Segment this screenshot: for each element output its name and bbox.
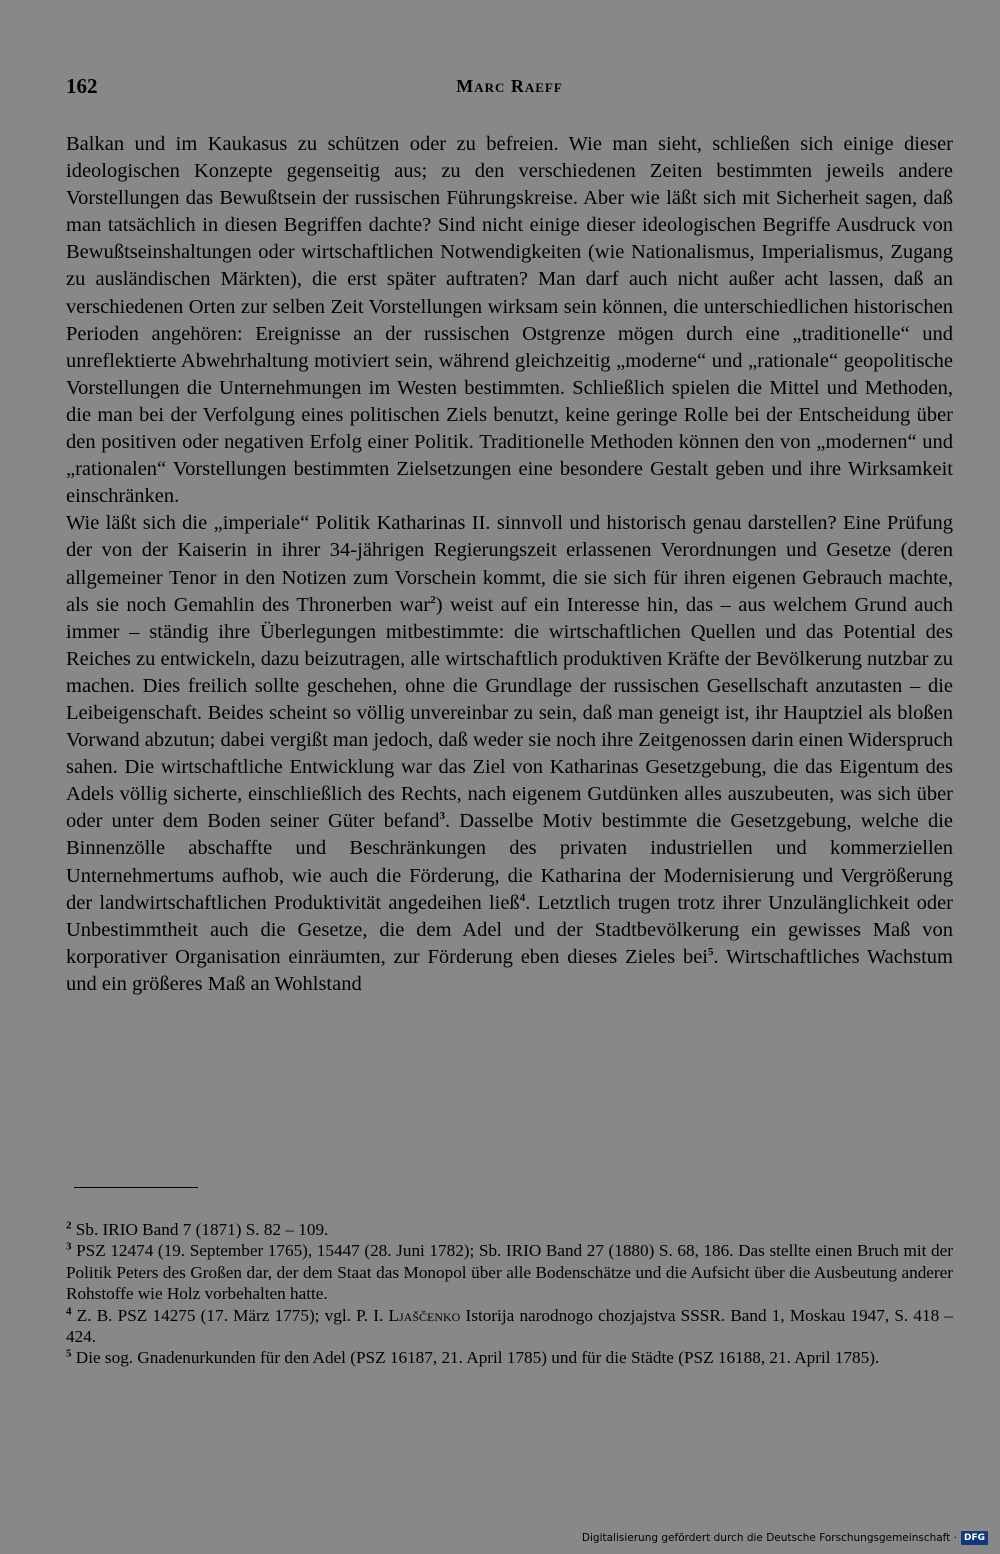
footnote-text: Istorija narodnogo chozjajstva SSSR. Band 1, Moskau 1947, S. 418 – 424.	[66, 1305, 954, 1347]
footnote-author: Ljaščenko	[388, 1305, 461, 1325]
paragraph	[66, 131, 953, 510]
paragraph-text: . Dasselbe Motiv bestimmte die Gesetzgebung, welche die Binnenzölle abschaffte und Beschränkungen des privaten industriellen und kommerziellen Unternehmertums aufhob, wie auch die Förderung, die Katharina der Modernisierung und Vergrößerung der landwirtschaftlichen Produktivität angedeihen ließ	[66, 810, 953, 914]
footnote-mark: 3	[66, 1240, 72, 1253]
footnote-reference[interactable]: 5	[708, 945, 714, 958]
footnote-divider	[74, 1187, 198, 1188]
footnote	[66, 1219, 953, 1240]
footnote-mark: 5	[66, 1347, 72, 1360]
footnote-mark: 2	[66, 1219, 72, 1232]
page-header	[66, 74, 953, 104]
footnote-text: Die sog. Gnadenurkunden für den Adel (PSZ 16187, 21. April 1785) und für die Städte (PSZ 16188, 21. April 1785).	[75, 1348, 880, 1368]
footnotes	[66, 1219, 953, 1369]
paragraph-text: ) weist auf ein Interesse hin, das – aus welchem Grund auch immer – ständig ihre Überlegungen mitbestimmte: die wirtschaftlichen Quellen und das Potential des Reiches zu entwickeln, dazu beizutragen, alle wirtschaftlich produktiven Kräfte der Bevölkerung nutzbar zu machen. Dies freilich sollte geschehen, ohne die Grundlage der russischen Gesellschaft anzutasten – die Leibeigenschaft. Beides scheint so völlig unvereinbar zu sein, daß man geneigt ist, ihr Hauptziel als bloßen Vorwand abzutun; dabei vergißt man jedoch, daß weder sie noch ihre Zeitgenossen darin einen Widerspruch sahen. Die wirtschaftliche Entwicklung war das Ziel von Katharinas Gesetzgebung, die das Eigentum des Adels völlig sicherte, einschließlich des Rechts, nach eigenem Gutdünken alles auszubeuten, was sich über oder unter dem Boden seiner Güter befand	[66, 593, 953, 833]
paragraph-text: . Wirtschaftliches Wachstum und ein größeres Maß an Wohlstand	[66, 945, 953, 995]
paragraph-text: Wie läßt sich die „imperiale“ Politik Katharinas II. sinnvoll und historisch genau darstellen? Eine Prüfung der von der Kaiserin in ihrer 34-jährigen Regierungszeit erlassenen Verordnungen und Gesetze (deren allgemeiner Tenor in den Notizen zum Vorschein kommt, die sie sich für ihren eigenen Gebrauch machte, als sie noch Gemahlin des Thronerben war	[66, 512, 953, 616]
footnote-reference[interactable]: 3	[439, 810, 446, 823]
footnote	[66, 1305, 953, 1348]
footnote-mark: 4	[66, 1304, 72, 1317]
footnote	[66, 1240, 953, 1304]
running-head: Marc Raeff	[456, 76, 563, 96]
footnote-text: Z. B. PSZ 14275 (17. März 1775); vgl. P. I.	[76, 1305, 389, 1325]
paragraph-text: Balkan und im Kaukasus zu schützen oder zu befreien. Wie man sieht, schließen sich einige dieser ideologischen Konzepte gegenseitig aus; zu den verschiedenen Zeiten bestimmten jeweils andere Vorstellungen das Bewußtsein der russischen Führungskreise. Aber wie läßt sich mit Sicherheit sagen, daß man tatsächlich in diesen Begriffen dachte? Sind nicht einige dieser ideologischen Begriffe Ausdruck von Bewußtseinshaltungen oder wirtschaftlichen Notwendigkeiten (wie Nationalismus, Imperialismus, Zugang zu ausländischen Märkten), die erst später auftraten? Man darf auch nicht außer acht lassen, daß an verschiedenen Orten zur selben Zeit Vorstellungen wirksam sein können, die unterschiedlichen historischen Perioden angehören: Ereignisse an der russischen Ostgrenze mögen durch eine „traditionelle“ und unreflektierte Abwehrhaltung motiviert sein, während gleichzeitig „moderne“ und „rationale“ geopolitische Vorstellungen die Unternehmungen im Westen bestimmten. Schließlich spielen die Mittel und Methoden, die man bei der Verfolgung eines politischen Ziels benutzt, keine geringe Rolle bei der Entscheidung über den positiven oder negativen Erfolg einer Politik. Traditionelle Methoden können den von „modernen“ und „rationalen“ Vorstellungen bestimmten Zielsetzungen eine besondere Gestalt geben und ihre Wirksamkeit einschränken.	[66, 133, 953, 508]
credit-text: Digitalisierung gefördert durch die Deutsche Forschungsgemeinschaft ·	[581, 1532, 957, 1544]
footnote	[66, 1347, 953, 1368]
page-number: 162	[66, 74, 98, 98]
footnote-text: PSZ 12474 (19. September 1765), 15447 (28. Juni 1782); Sb. IRIO Band 27 (1880) S. 68, 186. Das stellte einen Bruch mit der Politik Peters des Großen dar, der dem Staat das Monopol über alle Bodenschätze und die Aufsicht über die Ausbeutung anderer Rohstoffe wie Holz vorbehalten hatte.	[66, 1241, 953, 1304]
body-text	[66, 131, 953, 998]
dfg-logo: DFG	[961, 1531, 988, 1545]
paragraph	[66, 510, 953, 998]
footnote-reference[interactable]: 2	[430, 593, 436, 606]
paragraph-text: . Letztlich trugen trotz ihrer Unzulänglichkeit oder Unbestimmtheit auch die Gesetze, die dem Adel und der Stadtbevölkerung ein gewisses Maß von korporativer Organisation einräumten, zur Förderung eben dieses Zieles bei	[66, 891, 953, 968]
footnote-text: Sb. IRIO Band 7 (1871) S. 82 – 109.	[75, 1220, 329, 1239]
digitization-credit	[582, 1529, 988, 1547]
footnote-reference[interactable]: 4	[519, 891, 526, 904]
